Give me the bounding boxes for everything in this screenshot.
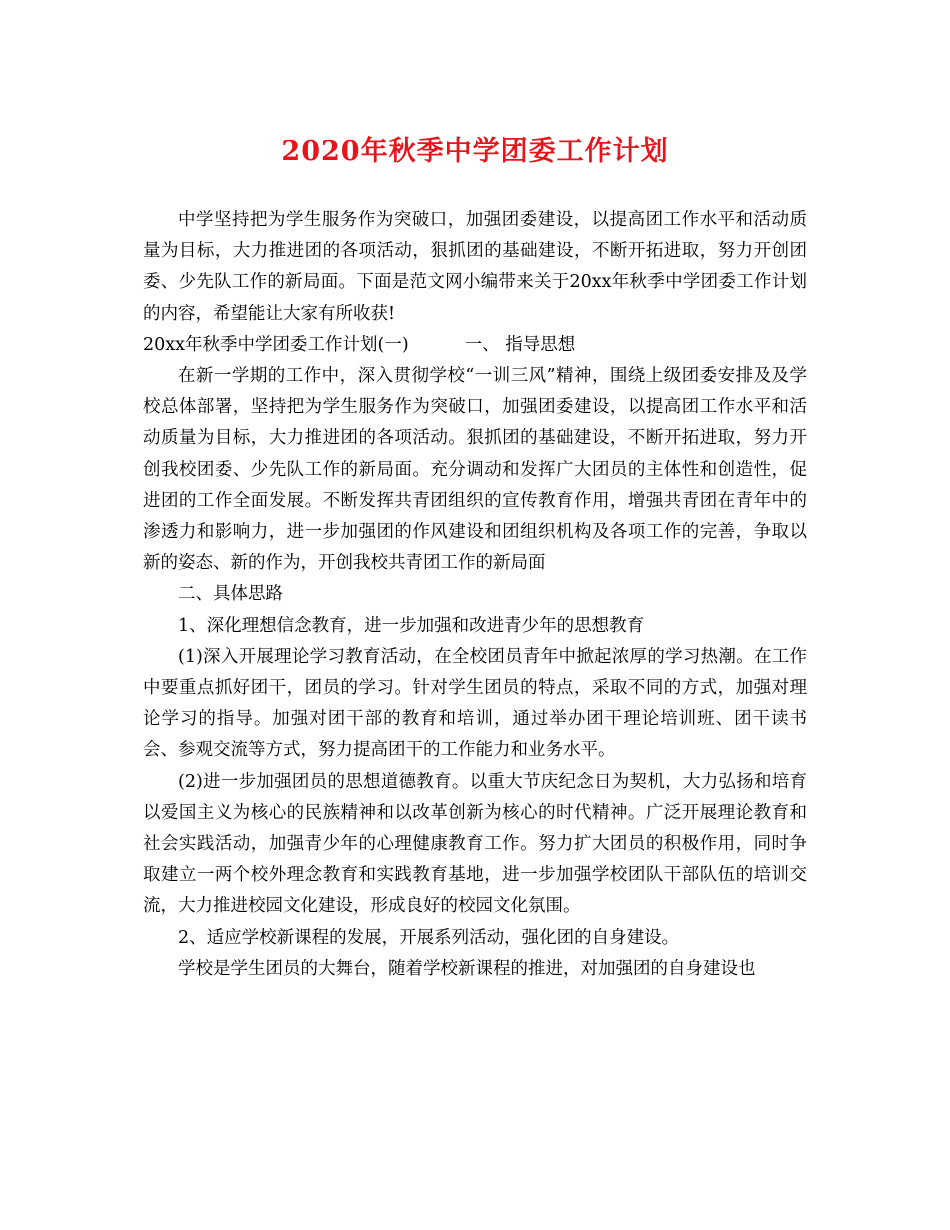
section2-heading: 二、具体思路 (178, 584, 283, 605)
plan-heading-line (143, 330, 807, 361)
section1-heading: 一、 指导思想 (464, 334, 576, 355)
section1-paragraph: 在新一学期的工作中，深入贯彻学校“一训三风”精神，围绕上级团委安排及及学校总体部署，坚持把为学生服务作为突破口，加强团委建设，以提高团工作水平和活动质量为目标，大力推进团的各项活动。狠抓团的基础建设，不断开拓进取，努力开创我校团委、少先队工作的新局面。充分调动和发挥广大团员的主体性和创造性，促进团的工作全面发展。不断发挥共青团组织的宣传教育作用，增强共青团在青年中的渗透力和影响力，进一步加强团的作风建设和团组织机构及各项工作的完善，争取以新的姿态、新的作为，开创我校共青团工作的新局面 (143, 366, 807, 574)
item2-heading: 2、适应学校新课程的发展，开展系列活动，强化团的自身建设。 (178, 927, 680, 948)
item1-heading: 1、深化理想信念教育，进一步加强和改进青少年的思想教育 (178, 615, 645, 636)
item2-paragraph: 学校是学生团员的大舞台，随着学校新课程的推进，对加强团的自身建设也 (178, 958, 756, 979)
plan-heading: 20xx年秋季中学团委工作计划(一) (143, 334, 409, 355)
item1-sub1-paragraph: (1)深入开展理论学习教育活动，在全校团员青年中掀起浓厚的学习热潮。在工作中要重点抓好团干，团员的学习。针对学生团员的特点，采取不同的方式，加强对理论学习的指导。加强对团干部的教育和培训，通过举办团干理论培训班、团干读书会、参观交流等方式，努力提高团干的工作能力和业务水平。 (143, 646, 807, 761)
item1-sub2-paragraph: (2)进一步加强团员的思想道德教育。以重大节庆纪念日为契机，大力弘扬和培育以爱国主义为核心的民族精神和以改革创新为核心的时代精神。广泛开展理论教育和社会实践活动，加强青少年的心理健康教育工作。努力扩大团员的积极作用，同时争取建立一两个校外理念教育和实践教育基地，进一步加强学校团队干部队伍的培训交流，大力推进校园文化建设，形成良好的校园文化氛围。 (143, 771, 807, 917)
document-title: 2020年秋季中学团委工作计划 (281, 136, 669, 167)
document-body (143, 205, 807, 985)
intro-paragraph: 中学坚持把为学生服务作为突破口，加强团委建设，以提高团工作水平和活动质量为目标，大力推进团的各项活动，狠抓团的基础建设，不断开拓进取，努力开创团委、少先队工作的新局面。下面是范文网小编带来关于20xx年秋季中学团委工作计划的内容，希望能让大家有所收获! (143, 210, 807, 324)
